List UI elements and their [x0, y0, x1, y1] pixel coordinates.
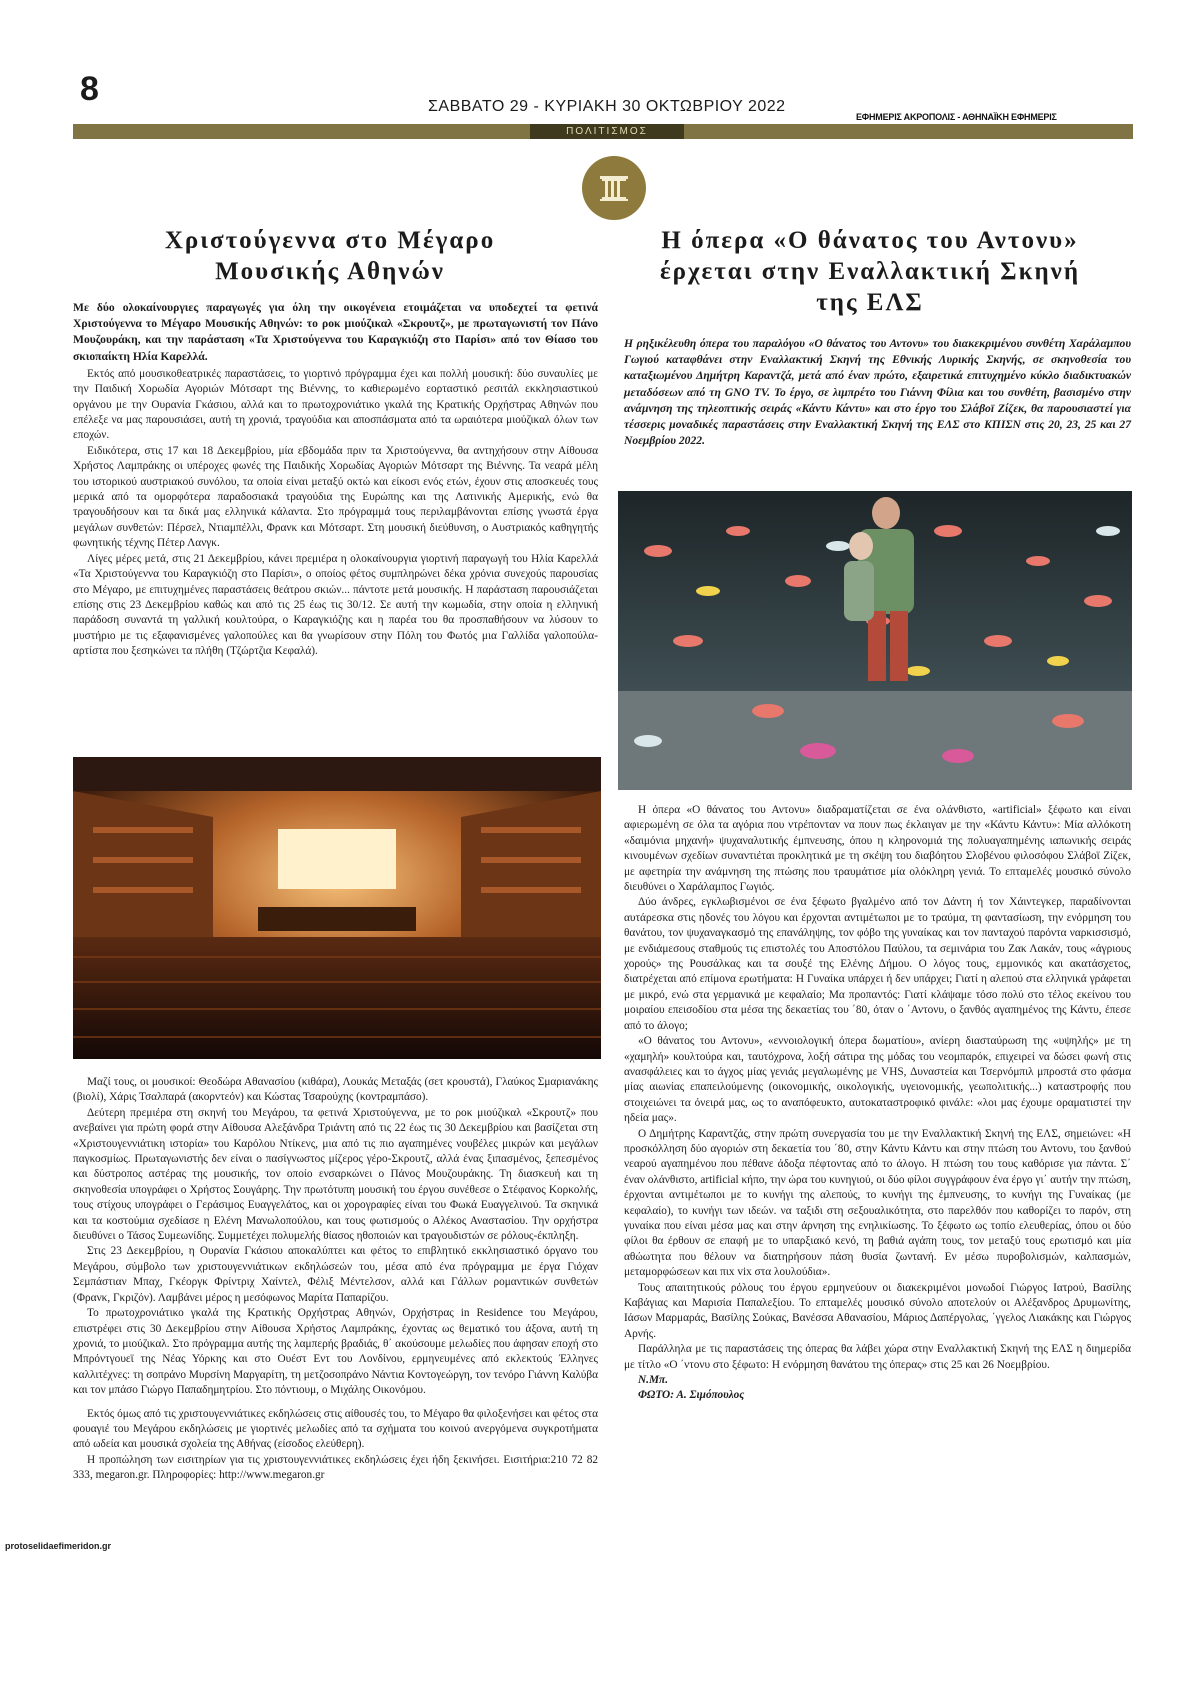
source-watermark: protoselidaefimeridon.gr [5, 1541, 112, 1551]
masthead: ΕΦΗΜΕΡΙΣ ΑΚΡΟΠΟΛΙΣ - ΑΘΗΝΑΪΚΗ ΕΦΗΜΕΡΙΣ [856, 112, 1057, 122]
issue-date: ΣΑΒΒΑΤΟ 29 - ΚΥΡΙΑΚΗ 30 ΟΚΤΩΒΡΙΟΥ 2022 [428, 98, 786, 115]
right-paragraph-6: Παράλληλα με τις παραστάσεις της όπερας θα λάβει χώρα στην Εναλλακτική Σκηνή της ΕΛΣ η διημερίδα με τίτλο «Ο ΄ντονυ στο ξέφωτο: Η ενόρμηση θανάτου της όπερας» στις 25 και 26 Νοεμβρίου. [624, 1343, 1131, 1371]
right-title-line3: της ΕΛΣ [816, 289, 924, 316]
right-paragraph-5: Τους απαιτητικούς ρόλους του έργου ερμηνεύουν οι διακεκριμένοι μονωδοί Γιώργος Ιατρού, Βασίλης Καβάγιας και Μαρισία Παπαλεξίου. Το επταμελές μουσικό σύνολο αποτελούν οι Αλέξανδρος Δρυμωνίτης, Ιάσων Μαρμαράς, Βασίλης Σούκας, Βανέσσα Αθανασίου, Μάριος Δαπέργολας, ΄γγελος Λιακάκης και Γιώργος Αρνής. [624, 1281, 1131, 1340]
concert-hall-photo [73, 757, 601, 1059]
left-paragraph-4: Μαζί τους, οι μουσικοί: Θεοδώρα Αθανασίου (κιθάρα), Λουκάς Μεταξάς (σετ κρουστά), Γλαύκος Σμαριανάκης (βιολί), Χάρις Τσαλπαρά (ακορντεόν) και Κώστας Τσαρούχης (κοντραμπάσο). [73, 1076, 598, 1104]
left-paragraph-1: Εκτός από μουσικοθεατρικές παραστάσεις, το γιορτινό πρόγραμμα έχει και πολλή μουσική: δύο συναυλίες με την Παιδική Χορωδία Αγοριών Μότσαρτ της Βιέννης, το καθιερωμένο εορταστικό ρεσιτάλ εκκλησιαστικού οργάνου με την Ουρανία Γκάσιου, αλλά και το πρωτοχρονιάτικο γκαλά της Κρατικής Ορχήστρας Αθηνών που επέλεξε να μας παρουσιάσει, αυτή τη χρονιά, τραγούδια και αποσπάσματα από τα ωραιότερα μιούζικαλ όλων των εποχών. [73, 367, 598, 442]
left-paragraph-2: Ειδικότερα, στις 17 και 18 Δεκεμβρίου, μία εβδομάδα πριν τα Χριστούγεννα, θα αντηχήσουν στην Αίθουσα Χρήστος Λαμπράκης οι υπέροχες φωνές της Παιδικής Χορωδίας Αγοριών Μότσαρτ της Βιέννης. Τα νεαρά μέλη του ιστορικού αυστριακού συνόλου, τα οποία είναι μεταξύ οκτώ και είκοσι ενός ετών, έχουν στις αποσκευές τους μερικά από τα ομορφότερα παραδοσιακά τραγούδια της Ευρώπης και της Λατινικής Αμερικής, ενώ θα τραγουδήσουν και τα δικά μας ελληνικά κάλαντα. Στο πρόγραμμά τους περιλαμβάνονται επίσης γνωστά έργα μεγάλων συνθετών: Πέρσελ, Ντιαμπέλλι, Φρανκ και Μότσαρτ. Στη μουσική διεύθυνση, ο Αυστριακός καθηγητής φωνητικής τέχνης Πέτερ Λανγκ. [73, 444, 598, 550]
opera-scene-photo [618, 491, 1132, 790]
section-label: ΠΟΛΙΤΙΣΜΟΣ [530, 124, 684, 139]
right-paragraph-3: «Ο θάνατος του Αντονυ», «εννοιολογική όπερα δωματίου», ανίερη διασταύρωση της «υψηλής» με τη «χαμηλή» κουλτούρα και, ταυτόχρονα, λοξή σάτιρα της μόδας του νεομπαρόκ, επιχειρεί να δώσει φωνή στις ανασφάλειες και το άγχος μίας γενιάς μεγαλωμένης με VHS, Δυναστεία και Τσερνόμπιλ μπροστά στο φάσμα μίας αιωνίας επαπειλούμενης (οικονομικής, οικολογικής, υγειονομικής, γεωπολιτικής...) καταστροφής που στοιχειώνει τα όνειρά μας, ως το αναπόφευκτο, αυτοκαταστροφικό φινάλε: «λοι μας έχουμε οραματιστεί την ηδεία μας». [624, 1035, 1131, 1125]
right-paragraph-2: Δύο άνδρες, εγκλωβισμένοι σε ένα ξέφωτο βγαλμένο από τον Δάντη ή τον Χάιντεγκερ, παραδίνονται αυτάρεσκα στις ηδονές του λόγου και έρχονται αντιμέτωποι με το τραύμα, τη φαντασίωση, την ενόρμηση του θανάτου, τον ψυχαναγκασμό της επανάληψης, τον φόβο της γυναίκας και τον πανταχού παρόντα ναρκισσισμό, με ενδιάμεσους σταθμούς τις επιστολές του Αποστόλου Παύλου, τα σεμινάρια του Ζακ Λακάν, τους «άγριους χορούς» της Ρουσάλκας και τα σουξέ της Ελένης Δήμου. Ο λόγος τους, εμμονικός και ακατάσχετος, διατρέχεται από επίμονα ερωτήματα: Η Γυναίκα υπάρχει ή δεν υπάρχει; Γιατί η αλεπού στα ελληνικά γράφεται με μικρό, ενώ στα γερμανικά με κεφαλαίο; Μα προπαντός: Γιατί κλάψαμε τόσο πολύ στο τέλος εκείνου του μοιραίου επεισοδίου στα μέσα της δεκαετίας του ΄80, όταν ο ΄Αντονυ, ο ξανθός αγαπημένος της Κάντυ, έπεσε από το άλογο; [624, 896, 1131, 1032]
right-title-line1: Η όπερα «Ο θάνατος του Αντονυ» [661, 227, 1079, 254]
culture-column-icon [582, 156, 646, 220]
left-title-line2: Μουσικής Αθηνών [215, 258, 445, 285]
photo-credit: ΦΩΤΟ: Α. Σιμόπουλος [638, 1389, 745, 1402]
left-lead: Με δύο ολοκαίνουργιες παραγωγές για όλη την οικογένεια ετοιμάζεται να υποδεχτεί τα φετινά Χριστούγεννα το Μέγαρο Μουσικής Αθηνών: το ροκ μιούζικαλ «Σκρουτζ», με πρωταγωνιστή τον Πάνο Μουζουράκη, και την παράσταση «Τα Χριστούγεννα του Καραγκιόζη στο Παρίσι» από τον Θίασο του σκιοπαίκτη Ηλία Καρελλά. [73, 301, 598, 363]
right-article-headline [622, 225, 1118, 318]
right-title-line2: έρχεται στην Εναλλακτική Σκηνή [659, 258, 1081, 285]
right-article-lead-block [624, 336, 1131, 451]
page-number: 8 [80, 70, 99, 108]
right-lead: Η ρηξικέλευθη όπερα του παραλόγου «Ο θάνατος του Αντονυ» του διακεκριμένου συνθέτη Χαράλαμπου Γωγιού καταφθάνει στην Εναλλακτική Σκηνή της Εθνικής Λυρικής Σκηνής, σε σκηνοθεσία του καταξιωμένου Δημήτρη Καραντζά, μετά από έναν πρώτο, εξαιρετικά επιτυχημένο κύκλο διαδικτυακών μεταδόσεων από τη GNO TV. Το έργο, σε λιμπρέτο του Γιάννη Φίλια και του συνθέτη, βασισμένο στην ανάμνηση της τηλεοπτικής σειράς «Κάντυ Κάντυ» και στο έργο του Σλάβοϊ Ζίζεκ, θα παρουσιαστεί για τέσσερις μοναδικές παραστάσεις στην Εναλλακτική Σκηνή της ΕΛΣ στο ΚΠΙΣΝ στις 20, 23, 25 και 27 Νοεμβρίου 2022. [624, 337, 1131, 448]
left-article-body-bottom [73, 1075, 598, 1484]
right-article-body [624, 803, 1131, 1404]
author-signature: Ν.Μπ. [638, 1374, 669, 1387]
left-paragraph-5: Δεύτερη πρεμιέρα στη σκηνή του Μεγάρου, τα φετινά Χριστούγεννα, με το ροκ μιούζικαλ «Σκρουτζ» που ανεβαίνει για πρώτη φορά στην Αίθουσα Αλεξάνδρα Τριάντη από τις 22 έως τις 30 Δεκεμβρίου και βασίζεται στη «Χριστουγεννιάτικη ιστορία» του Καρόλου Ντίκενς, μια από τις πιο αγαπημένες νουβέλες μικρών και μεγάλων παγκοσμίως. Πρωταγωνιστής δεν είναι ο πασίγνωστος μίζερος γέρο-Σκρουτζ, αλλά ένας ξιπασμένος, ξεπεσμένος και δύστροπος αστέρας της μουσικής, τον οποίο ενσαρκώνει ο Πάνος Μουζουράκης. Τη διασκευή και τη σκηνοθεσία υπογράφει ο Χρήστος Σουγάρης. Την πρωτότυπη μουσική του έργου συνέθεσε ο Στέφανος Κορκολής, τους στίχους υπογράφει ο Γεράσιμος Ευαγγελάτος, και οι χορογραφίες είναι του Φωκά Ευαγγελινού. Τα σκηνικά και τα κοστούμια σχεδίασε η Ελένη Μανωλοπούλου, και τους φωτισμούς ο Αλέκος Αναστασίου. Την ορχήστρα διευθύνει ο Τάσος Συμεωνίδης. Συμμετέχει πολυμελής θίασος ηθοποιών και τραγουδιστών σε ρόλους-έκπληξη. [73, 1106, 598, 1243]
left-paragraph-6: Στις 23 Δεκεμβρίου, η Ουρανία Γκάσιου αποκαλύπτει και φέτος το επιβλητικό εκκλησιαστικό όργανο του Μεγάρου, σύμβολο των χριστουγεννιάτικων εκδηλώσεών του, μέσα από ένα πρόγραμμα με έργα Γιόχαν Σεμπάστιαν Μπαχ, Γκέοργκ Φρίντριχ Χαίντελ, Φέλιξ Μέντελσον, αλλά και Γάλλων ρομαντικών συνθετών (Φρανκ, Γκριζόν). Λαμβάνει μέρος η μεσόφωνος Μαρίτα Παπαρίζου. [73, 1245, 598, 1304]
left-article-body-top [73, 300, 598, 660]
right-paragraph-1: Η όπερα «Ο θάνατος του Αντονυ» διαδραματίζεται σε ένα ολάνθιστο, «artificial» ξέφωτο και είναι αφιερωμένη σε όλα τα αγόρια που ντρέπονταν να πουν πως έκλαιγαν με την «Κάντυ Κάντυ»: Μία αλλόκοτη «δαιμόνια μηχανή» ψυχαναλυτικής έμπνευσης, όπου η κληρονομιά της πολυαγαπημένης ιαπωνικής σειράς κινουμένων σχεδίων συναντιέται προκλητικά με τη σκέψη του διαβόητου Σλοβένου φιλοσόφου Σλάβοϊ Ζίζεκ, με αφετηρία την ανάμνηση της πτώσης που τραυμάτισε μία ολόκληρη γενιά. Το επταμελές μουσικό σύνολο διευθύνει ο Χαράλαμπος Γωγιός. [624, 804, 1131, 894]
left-paragraph-7: Το πρωτοχρονιάτικο γκαλά της Κρατικής Ορχήστρας Αθηνών, Ορχήστρας in Residence του Μεγάρου, επιστρέφει στις 30 Δεκεμβρίου στην Αίθουσα Χρήστος Λαμπράκης, έχοντας ως θεματικό του άξονα, αυτή τη χρονιά, το μιούζικαλ. Στο πρόγραμμα αυτής της λαμπερής βραδιάς, θ΄ ακούσουμε μελωδίες που άφησαν εποχή στο Μπρόντγουεϊ της Νέας Υόρκης και στο Ουέστ Εντ του Λονδίνου, ερμηνευμένες από εκλεκτούς Έλληνες καλλιτέχνες: τη σοπράνο Μυρσίνη Μαργαρίτη, τη μετζοσοπράνο Νάντια Κοντογεώργη, τον τενόρο Γιάννη Καλύβα και τον μπάσο Γιώργο Παπαδημητρίου. Στο πόντιουμ, ο Μιχάλης Οικονόμου. [73, 1307, 598, 1397]
right-paragraph-4: Ο Δημήτρης Καραντζάς, στην πρώτη συνεργασία του με την Εναλλακτική Σκηνή της ΕΛΣ, σημειώνει: «Η προσκόλληση δύο αγοριών στη δεκαετία του ΄80, στην Κάντυ Κάντυ και στην πτώση του Αντονυ, του ξανθού νεαρού αγαπημένου που πέθανε άδοξα πέφτοντας από το άλογο. Η πτώση του τους καθόρισε για πάντα. Σ΄ έναν ολάνθιστο, artificial κήπο, την ώρα του κυνηγιού, οι δύο φίλοι συγγράφουν ένα έργο γι΄ αυτήν την πτώση, έρχονται αντιμέτωποι με το κυνήγι της αλεπούς, το κυνήγι της έμπνευσης, το κυνήγι της Γυναίκας (με κεφαλαίο), το κυνήγι των ιδεών. να ταξιδι στη σεξουαλικότητα, στο παρελθόν που καθορίζει το παρόν, στη γυναίκα που είναι μέσα μας και στην άρνηση της ενηλικίωσης. Το ξέφωτο ως τοπίο ελευθερίας, όπου οι δύο φίλοι θα έρθουν σε επαφή με το υπαρξιακό κενό, τη βαθιά αγάπη τους, τον μεταξύ τους ερωτισμό και μία αθώωτητα που θέλουν να διατηρήσουν πάση θυσία ζωντανή. Εν μέσω πυροβολισμών, καλπασμών, μεταμορφώσεων και πιx vix στα λουλούδια». [624, 1127, 1131, 1279]
left-title-line1: Χριστούγεννα στο Μέγαρο [164, 227, 496, 254]
left-article-headline [140, 225, 520, 287]
left-paragraph-3: Λίγες μέρες μετά, στις 21 Δεκεμβρίου, κάνει πρεμιέρα η ολοκαίνουργια γιορτινή παραγωγή του Ηλία Καρελλά «Τα Χριστούγεννα του Καραγκιόζη στο Παρίσι», ο οποίος φέτος συμπληρώνει δέκα χρόνια συνεχούς παρουσίας στο Μέγαρο, με επιτυχημένες παραστάσεις θεάτρου σκιών... πάντοτε μετά μουσικής. Η παράσταση παρουσιάζεται επίσης στις 23 Δεκεμβρίου καθώς και από τις 25 έως τις 30/12. Σε αυτή την κωμωδία, στην οποία η ελληνική παράδοση συναντά τη γαλλική κουλτούρα, ο Καραγκιόζης και η παρέα του θα προσπαθήσουν να λύσουν το μυστήριο με τις εξαφανισμένες γαλοπούλες και θα γνωρίσουν στην Πόλη του Φωτός μια Γαλλίδα γαλοπούλα-αρτίστα που ξεσηκώνει τα πλήθη (Τζώρτζια Κεφαλά). [73, 552, 598, 658]
left-paragraph-9: Η προπώληση των εισιτηρίων για τις χριστουγεννιάτικες εκδηλώσεις έχει ήδη ξεκινήσει. Εισιτήρια:210 72 82 333, megaron.gr. Πληροφορίες: http://www.megaron.gr [73, 1453, 598, 1482]
left-paragraph-8: Εκτός όμως από τις χριστουγεννιάτικες εκδηλώσεις στις αίθουσές του, το Μέγαρο θα φιλοξενήσει και φέτος στα φουαγιέ του Μεγάρου εκδηλώσεις με γιορτινές μελωδίες από τα σχήματα του κοινού ανεργόμενα συγκροτήματα από ωδεία και μουσικά σχολεία της Αθήνας (είσοδος ελεύθερη). [73, 1407, 598, 1451]
